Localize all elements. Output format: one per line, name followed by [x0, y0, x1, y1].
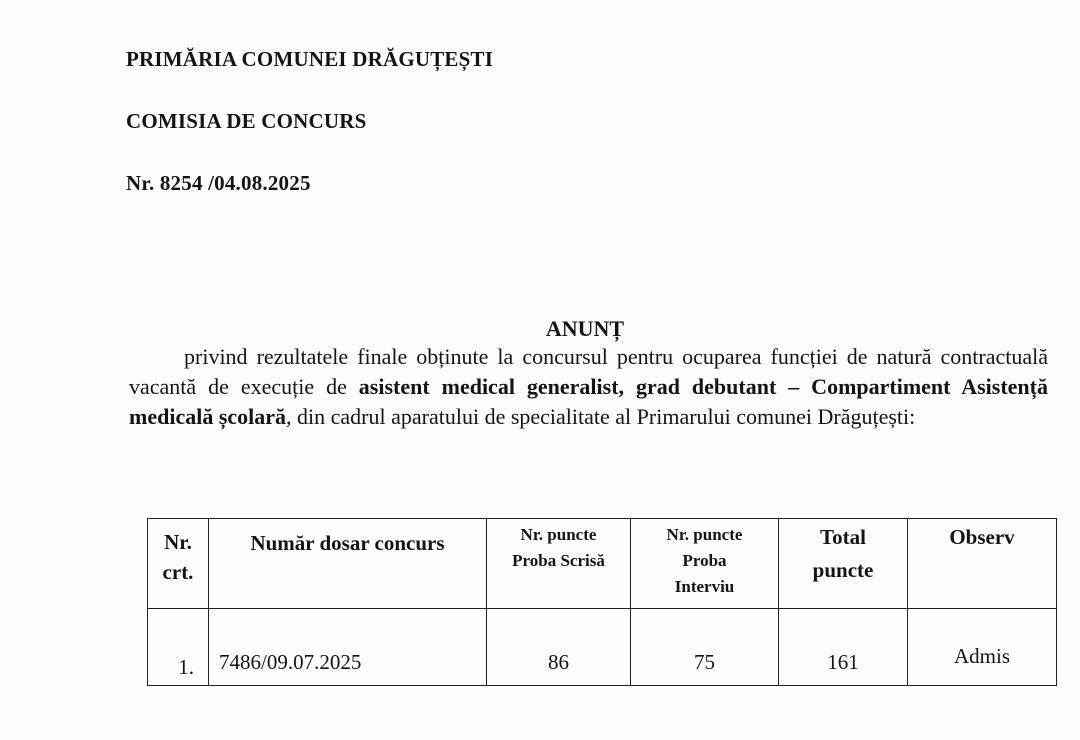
cell-proba-scrisa: 86	[487, 609, 631, 686]
header-nr-line1: Nr.	[164, 530, 192, 554]
header-proba-scrisa	[487, 519, 631, 609]
header-observatii: Observ	[908, 519, 1057, 609]
announcement-text-part2: , din cadrul aparatului de specialitate al Primarului comunei Drăguțești:	[286, 404, 916, 429]
header-interviu-line1: Nr. puncte	[666, 525, 743, 544]
registration-number: Nr. 8254 /04.08.2025	[126, 171, 311, 195]
header-total-line2: puncte	[812, 558, 874, 582]
cell-observatii: Admis	[908, 609, 1057, 686]
announcement-body	[129, 342, 1048, 432]
cell-proba-interviu: 75	[631, 609, 779, 686]
cell-nr: 1.	[148, 609, 209, 686]
header-interviu-line3: Interviu	[674, 577, 735, 596]
header-dosar: Număr dosar concurs	[209, 519, 487, 609]
header-proba-interviu	[631, 519, 779, 609]
table-row	[148, 609, 1057, 686]
cell-dosar: 7486/09.07.2025	[209, 609, 487, 686]
header-nr-crt	[148, 519, 209, 609]
commission-name: COMISIA DE CONCURS	[126, 109, 367, 133]
header-total-puncte	[779, 519, 908, 609]
institution-name: PRIMĂRIA COMUNEI DRĂGUȚEȘTI	[126, 47, 494, 71]
table-header-row	[148, 519, 1057, 609]
header-nr-line2: crt.	[162, 560, 194, 584]
header-total-line1: Total	[820, 525, 866, 549]
header-interviu-line2: Proba	[682, 551, 727, 570]
results-table	[147, 518, 1057, 686]
announcement-title: ANUNȚ	[545, 316, 625, 341]
announcement-text-part1: privind rezultatele finale obținute la concursul pentru ocuparea funcției de natură contractuală vacantă de execuție de	[129, 344, 1048, 399]
header-scrisa-line2: Proba Scrisă	[512, 551, 605, 570]
announcement-position-name: asistent medical generalist, grad debutant – Compartiment Asistență medicală școlară	[129, 374, 1048, 429]
header-scrisa-line1: Nr. puncte	[520, 525, 597, 544]
cell-total: 161	[779, 609, 908, 686]
